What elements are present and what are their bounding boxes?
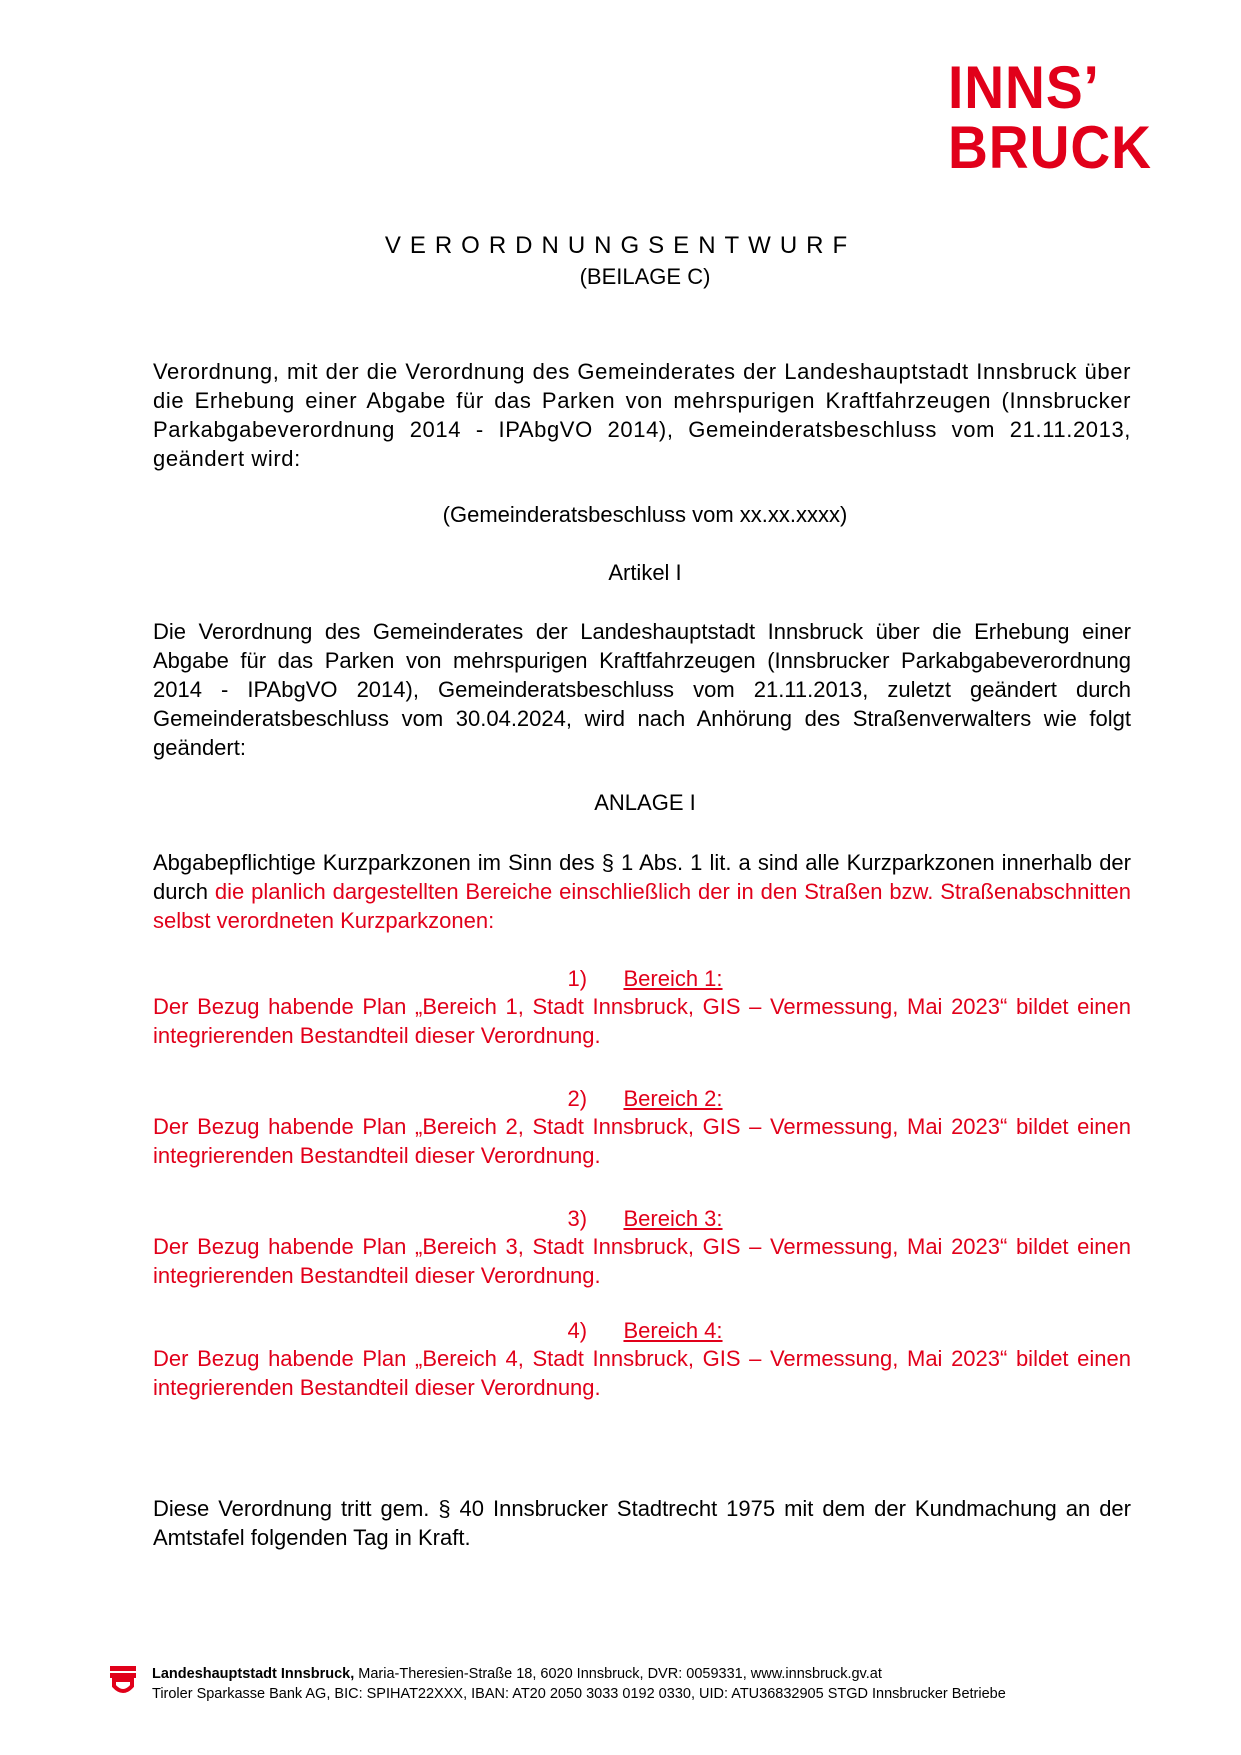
resolution-date: (Gemeinderatsbeschluss vom xx.xx.xxxx) (442, 502, 848, 527)
logo-line-1: INNS’ (948, 54, 1100, 121)
footer-org: Landeshauptstadt Innsbruck, (152, 1666, 355, 1682)
body-paragraph: Die Verordnung des Gemeinderates der Landeshauptstadt Innsbruck über die Erhebung einer Abgabe für das Parken von mehrspurigen Kraftfahrzeugen (Innsbrucker Parkabgabeverordnung 2014 - IPAbgVO 2014), Gemeinderatsbeschluss vom 21.11.2013, zuletzt geändert durch Gemeinderatsbeschluss vom 30.04.2024, wird nach Anhörung des Straßenverwalters wie folgt geändert: (153, 619, 1131, 760)
area-label: Bereich 4: (623, 1318, 723, 1343)
area-3-heading (0, 1206, 1241, 1232)
footer-address: Maria-Theresien-Straße 18, 6020 Innsbruck, DVR: 0059331, www.innsbruck.gv.at (354, 1666, 882, 1682)
zones-lead-text: Abgabepflichtige Kurzparkzonen im Sinn des § 1 Abs. 1 lit. a sind alle Kurzparkzonen innerhalb der durch (153, 850, 1131, 904)
innsbruck-emblem-icon (108, 1664, 138, 1698)
area-number: 2) (567, 1086, 588, 1111)
zones-amended-text: die planlich dargestellten Bereiche einschließlich der in den Straßen bzw. Straßenabschnitten selbst verordneten Kurzparkzonen: (153, 879, 1131, 933)
area-2-text: Der Bezug habende Plan „Bereich 2, Stadt Innsbruck, GIS – Vermessung, Mai 2023“ bildet einen integrierenden Bestandteil dieser Verordnung. (153, 1114, 1131, 1168)
annex-heading: ANLAGE I (594, 790, 696, 815)
area-label: Bereich 3: (623, 1206, 723, 1231)
area-4-text: Der Bezug habende Plan „Bereich 4, Stadt Innsbruck, GIS – Vermessung, Mai 2023“ bildet einen integrierenden Bestandteil dieser Verordnung. (153, 1346, 1131, 1400)
footer-line-1 (152, 1664, 1006, 1684)
closing-paragraph: Diese Verordnung tritt gem. § 40 Innsbrucker Stadtrecht 1975 mit dem der Kundmachung an der Amtstafel folgenden Tag in Kraft. (153, 1496, 1131, 1550)
area-label: Bereich 1: (623, 966, 723, 991)
area-number: 1) (567, 966, 588, 991)
logo-line-2: BRUCK (948, 114, 1152, 181)
area-label: Bereich 2: (623, 1086, 723, 1111)
footer (152, 1664, 1006, 1704)
area-1-text: Der Bezug habende Plan „Bereich 1, Stadt Innsbruck, GIS – Vermessung, Mai 2023“ bildet einen integrierenden Bestandteil dieser Verordnung. (153, 994, 1131, 1048)
area-3-text: Der Bezug habende Plan „Bereich 3, Stadt Innsbruck, GIS – Vermessung, Mai 2023“ bildet einen integrierenden Bestandteil dieser Verordnung. (153, 1234, 1131, 1288)
document-title: VERORDNUNGSENTWURF (384, 232, 857, 259)
article-heading: Artikel I (608, 560, 682, 585)
innsbruck-logo (948, 54, 1178, 181)
area-number: 3) (567, 1206, 588, 1231)
area-number: 4) (567, 1318, 588, 1343)
intro-paragraph: Verordnung, mit der die Verordnung des Gemeinderates der Landeshauptstadt Innsbruck über die Erhebung einer Abgabe für das Parken von mehrspurigen Kraftfahrzeugen (Innsbrucker Parkabgabeverordnung 2014 - IPAbgVO 2014), Gemeinderatsbeschluss vom 21.11.2013, geändert wird: (153, 359, 1131, 471)
footer-bank: Tiroler Sparkasse Bank AG, BIC: SPIHAT22XXX, IBAN: AT20 2050 3033 0192 0330, UID: ATU36832905 STGD Innsbrucker Betriebe (152, 1686, 1006, 1702)
zones-paragraph (153, 848, 1131, 935)
document-subtitle: (BEILAGE C) (579, 264, 711, 289)
area-1-heading (0, 966, 1241, 992)
area-2-heading (0, 1086, 1241, 1112)
area-4-heading (0, 1318, 1241, 1344)
